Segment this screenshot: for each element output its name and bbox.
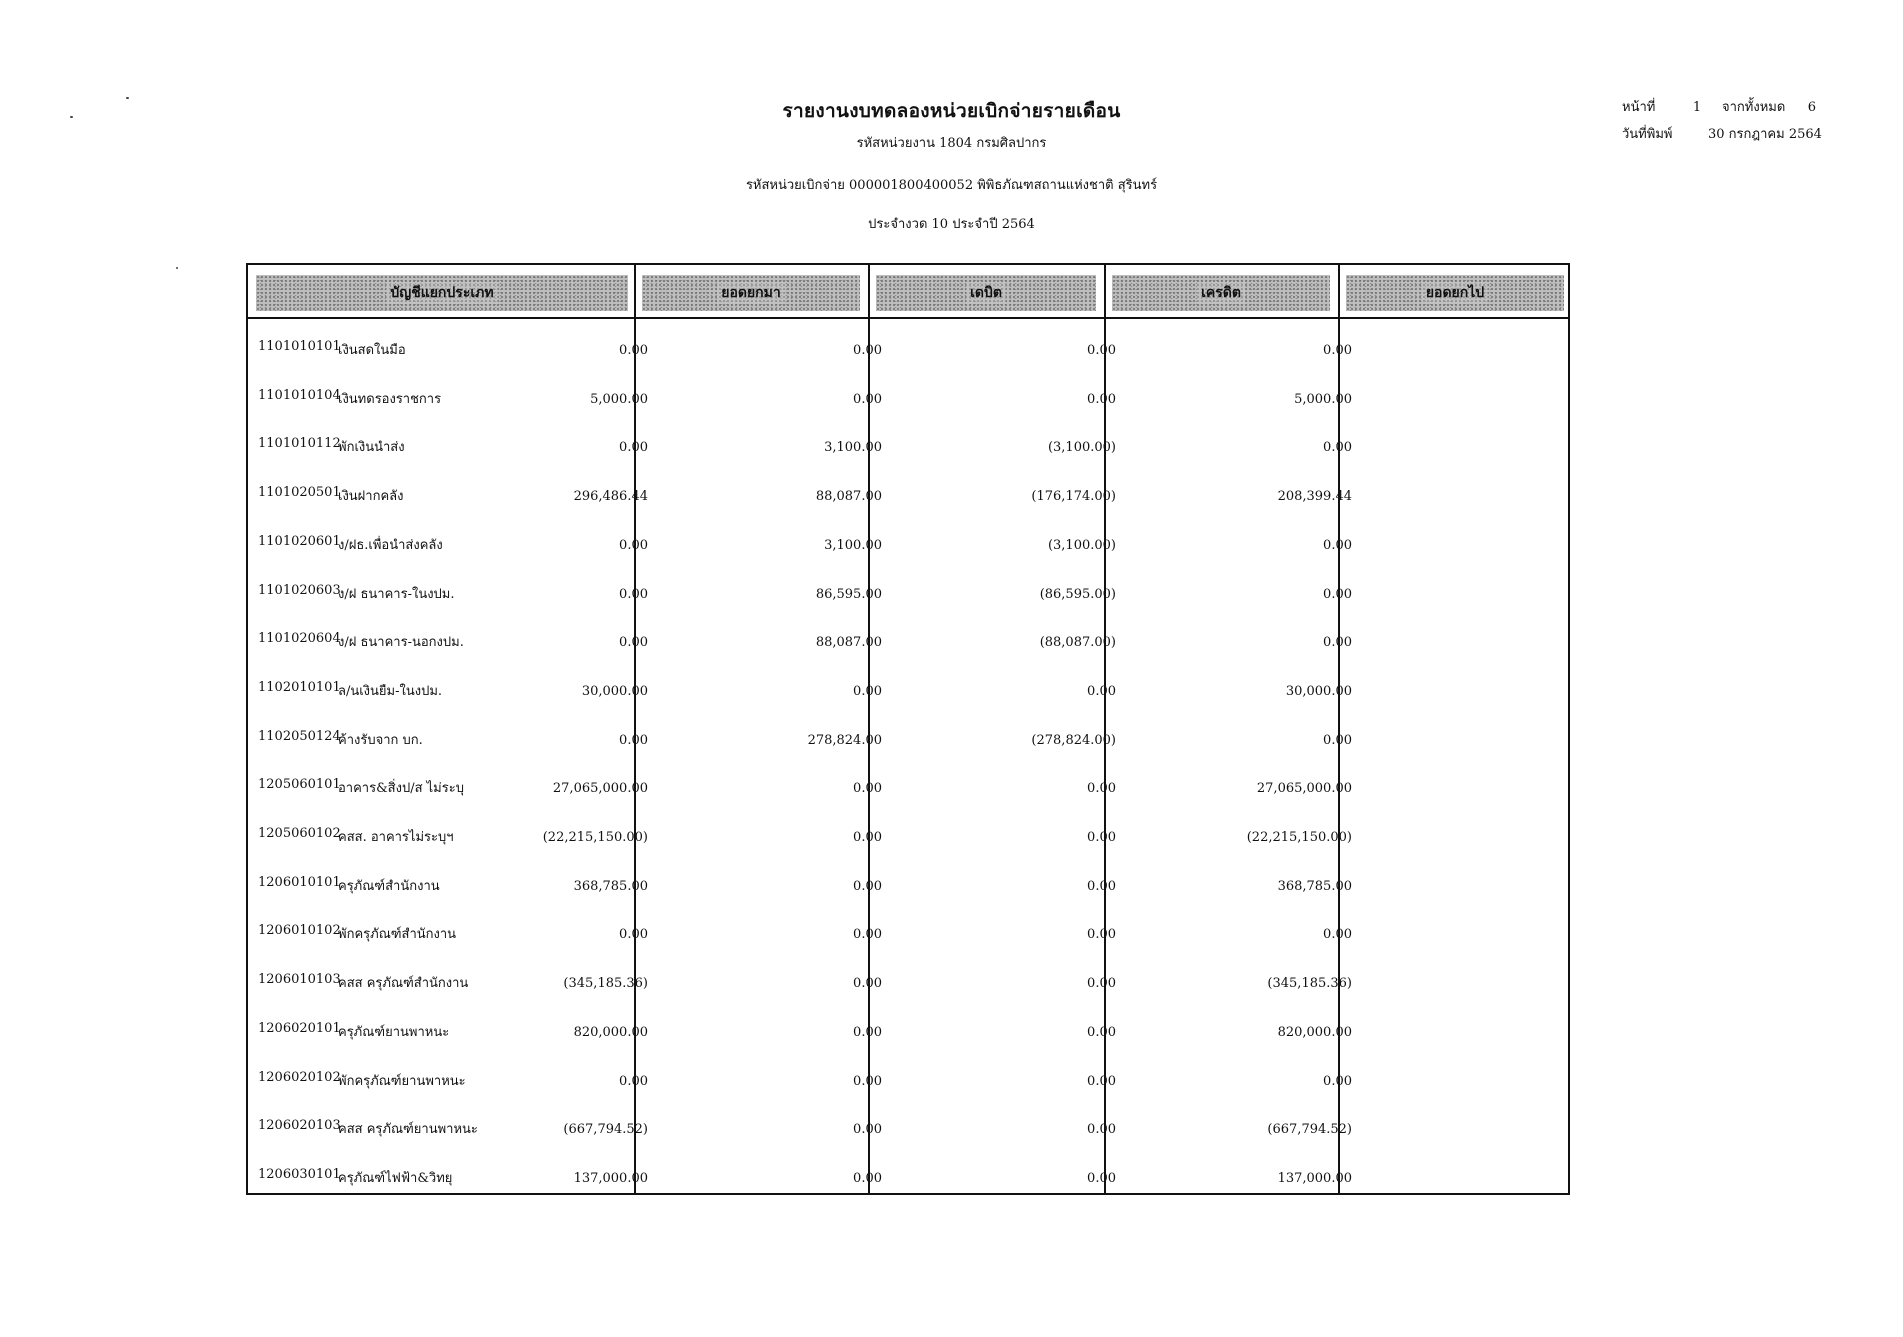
amount-carried-forward: 27,065,000.00 (1256, 781, 1352, 797)
table-row (248, 422, 1568, 471)
print-date-value: 30 กรกฎาคม 2564 (1708, 127, 1822, 142)
amount-carried-forward: 0.00 (1323, 586, 1352, 602)
amount-credit: 0.00 (1087, 683, 1116, 699)
account-code: 1102050124 (258, 728, 341, 744)
table-row (248, 812, 1568, 861)
amount-brought-forward: 0.00 (619, 732, 648, 748)
amount-carried-forward: 0.00 (1323, 1073, 1352, 1089)
amount-brought-forward: 0.00 (619, 927, 648, 943)
table-row (248, 1104, 1568, 1153)
disbursement-unit-line: รหัสหน่วยเบิกจ่าย 000001800400052 พิพิธภัณฑสถานแห่งชาติ สุรินทร์ (745, 178, 1158, 193)
account-code: 1101010104 (258, 387, 341, 403)
amount-credit: 0.00 (1087, 1024, 1116, 1040)
print-date (1622, 123, 1822, 144)
account-name: ครุภัณฑ์สำนักงาน (338, 878, 440, 894)
account-name: ง/ฝ ธนาคาร-นอกงปม. (338, 635, 464, 651)
amount-credit: 0.00 (1087, 976, 1116, 992)
amount-credit: (278,824.00) (1031, 732, 1116, 748)
header-brought-forward: ยอดยกมา (642, 275, 860, 311)
account-name: เงินฝากคลัง (338, 489, 404, 505)
amount-carried-forward: 208,399.44 (1277, 489, 1352, 505)
account-code: 1101020501 (258, 485, 341, 501)
account-name: คสส ครุภัณฑ์สำนักงาน (338, 976, 469, 992)
table-row (248, 666, 1568, 715)
table-row (248, 909, 1568, 958)
account-code: 1206020101 (258, 1020, 341, 1036)
table-row (248, 763, 1568, 812)
account-code: 1206020102 (258, 1069, 341, 1085)
table-row (248, 520, 1568, 569)
amount-brought-forward: 5,000.00 (590, 391, 648, 407)
total-pages: 6 (1807, 100, 1816, 115)
amount-brought-forward: (345,185.36) (563, 976, 648, 992)
amount-debit: 0.00 (853, 1073, 882, 1089)
amount-carried-forward: 820,000.00 (1277, 1024, 1352, 1040)
amount-credit: 0.00 (1087, 781, 1116, 797)
amount-carried-forward: 137,000.00 (1277, 1170, 1352, 1186)
account-name: ครุภัณฑ์ยานพาหนะ (338, 1024, 450, 1040)
amount-brought-forward: (667,794.52) (563, 1122, 648, 1138)
amount-brought-forward: 820,000.00 (573, 1024, 648, 1040)
amount-credit: 0.00 (1087, 1170, 1116, 1186)
table-row (248, 1153, 1568, 1202)
table-row (248, 1007, 1568, 1056)
account-name: ล/นเงินยืม-ในงปม. (338, 683, 443, 699)
amount-debit: 88,087.00 (815, 489, 882, 505)
amount-carried-forward: (22,215,150.00) (1246, 830, 1352, 845)
table-row (248, 958, 1568, 1007)
amount-debit: 0.00 (853, 343, 882, 358)
account-name: เงินทดรองราชการ (338, 391, 442, 407)
amount-carried-forward: (345,185.36) (1267, 976, 1352, 992)
amount-credit: (3,100.00) (1047, 537, 1116, 553)
account-code: 1102010101 (258, 679, 341, 695)
amount-credit: 0.00 (1087, 927, 1116, 943)
print-date-label: วันที่พิมพ์ (1622, 127, 1673, 142)
account-code: 1101010112 (258, 436, 341, 452)
table-row (248, 861, 1568, 910)
amount-carried-forward: 30,000.00 (1285, 683, 1352, 699)
header-credit: เครดิต (1112, 275, 1330, 311)
amount-brought-forward: 0.00 (619, 440, 648, 456)
amount-brought-forward: 30,000.00 (581, 683, 648, 699)
account-name: ง/ฝธ.เพื่อนำส่งคลัง (338, 537, 443, 553)
account-name: ง/ฝ ธนาคาร-ในงปม. (338, 586, 455, 602)
amount-brought-forward: 0.00 (619, 1073, 648, 1089)
amount-carried-forward: 0.00 (1323, 343, 1352, 358)
amount-credit: (86,595.00) (1039, 586, 1116, 602)
amount-debit: 0.00 (853, 1024, 882, 1040)
trial-balance-table (246, 263, 1570, 1195)
amount-credit: 0.00 (1087, 391, 1116, 407)
amount-credit: 0.00 (1087, 830, 1116, 845)
amount-carried-forward: 0.00 (1323, 537, 1352, 553)
page-number: 1 (1692, 100, 1702, 115)
table-row (248, 715, 1568, 764)
account-code: 1205060102 (258, 826, 341, 841)
account-name: เงินสดในมือ (338, 343, 406, 358)
account-code: 1101010101 (258, 339, 341, 354)
amount-debit: 88,087.00 (815, 635, 882, 651)
account-name: อาคาร&สิ่งป/ส ไม่ระบุ (338, 781, 464, 797)
account-code: 1101020601 (258, 533, 341, 549)
account-name: คสส ครุภัณฑ์ยานพาหนะ (338, 1122, 478, 1138)
amount-brought-forward: 137,000.00 (573, 1170, 648, 1186)
table-row (248, 569, 1568, 618)
amount-credit: (88,087.00) (1039, 635, 1116, 651)
account-code: 1206010103 (258, 972, 341, 988)
amount-carried-forward: 368,785.00 (1277, 878, 1352, 894)
total-pages-label: จากทั้งหมด (1722, 100, 1786, 115)
header-divider (248, 317, 1568, 319)
page-label: หน้าที่ (1622, 100, 1656, 115)
table-row (248, 1056, 1568, 1105)
table-row (248, 325, 1568, 374)
amount-carried-forward: 0.00 (1323, 440, 1352, 456)
account-code: 1206020103 (258, 1118, 341, 1134)
account-code: 1206010101 (258, 874, 341, 890)
amount-debit: 0.00 (853, 391, 882, 407)
account-name: ครุภัณฑ์ไฟฟ้า&วิทยุ (338, 1170, 453, 1186)
amount-debit: 3,100.00 (824, 440, 882, 456)
amount-carried-forward: 5,000.00 (1294, 391, 1352, 407)
amount-debit: 86,595.00 (815, 586, 882, 602)
amount-brought-forward: 0.00 (619, 635, 648, 651)
table-row (248, 471, 1568, 520)
amount-brought-forward: 0.00 (619, 537, 648, 553)
amount-debit: 0.00 (853, 976, 882, 992)
account-name: พักครุภัณฑ์สำนักงาน (338, 927, 457, 943)
header-carried-forward: ยอดยกไป (1346, 275, 1564, 311)
account-code: 1206030101 (258, 1166, 341, 1182)
amount-debit: 0.00 (853, 1122, 882, 1138)
amount-brought-forward: 27,065,000.00 (552, 781, 648, 797)
amount-debit: 0.00 (853, 781, 882, 797)
header-account: บัญชีแยกประเภท (256, 275, 628, 311)
account-name: พักเงินนำส่ง (338, 440, 405, 456)
amount-debit: 0.00 (853, 683, 882, 699)
page-indicator (1622, 96, 1816, 117)
report-title: รายงานงบทดลองหน่วยเบิกจ่ายรายเดือน (782, 100, 1121, 122)
amount-carried-forward: 0.00 (1323, 732, 1352, 748)
amount-brought-forward: (22,215,150.00) (542, 830, 648, 845)
amount-brought-forward: 368,785.00 (573, 878, 648, 894)
amount-carried-forward: (667,794.52) (1267, 1122, 1352, 1138)
table-row (248, 374, 1568, 423)
amount-debit: 3,100.00 (824, 537, 882, 553)
amount-debit: 0.00 (853, 830, 882, 845)
account-name: ค้างรับจาก บก. (338, 732, 423, 748)
account-code: 1206010102 (258, 923, 341, 939)
amount-credit: 0.00 (1087, 1122, 1116, 1138)
amount-brought-forward: 0.00 (619, 343, 648, 358)
amount-carried-forward: 0.00 (1323, 927, 1352, 943)
agency-line: รหัสหน่วยงาน 1804 กรมศิลปากร (856, 136, 1047, 151)
amount-debit: 0.00 (853, 878, 882, 894)
amount-brought-forward: 0.00 (619, 586, 648, 602)
account-name: คสส. อาคารไม่ระบุฯ (338, 830, 454, 845)
scan-speck (176, 267, 178, 269)
amount-debit: 0.00 (853, 1170, 882, 1186)
amount-brought-forward: 296,486.44 (573, 489, 648, 505)
amount-debit: 0.00 (853, 927, 882, 943)
account-code: 1101020604 (258, 631, 341, 647)
amount-credit: 0.00 (1087, 878, 1116, 894)
account-name: พักครุภัณฑ์ยานพาหนะ (338, 1073, 466, 1089)
amount-credit: 0.00 (1087, 343, 1116, 358)
table-row (248, 617, 1568, 666)
header-debit: เดบิต (876, 275, 1096, 311)
amount-credit: (176,174.00) (1031, 489, 1116, 505)
period-line: ประจำงวด 10 ประจำปี 2564 (868, 217, 1035, 232)
amount-credit: (3,100.00) (1047, 440, 1116, 456)
amount-carried-forward: 0.00 (1323, 635, 1352, 651)
amount-debit: 278,824.00 (807, 732, 882, 748)
account-code: 1205060101 (258, 777, 341, 793)
amount-credit: 0.00 (1087, 1073, 1116, 1089)
account-code: 1101020603 (258, 582, 341, 598)
